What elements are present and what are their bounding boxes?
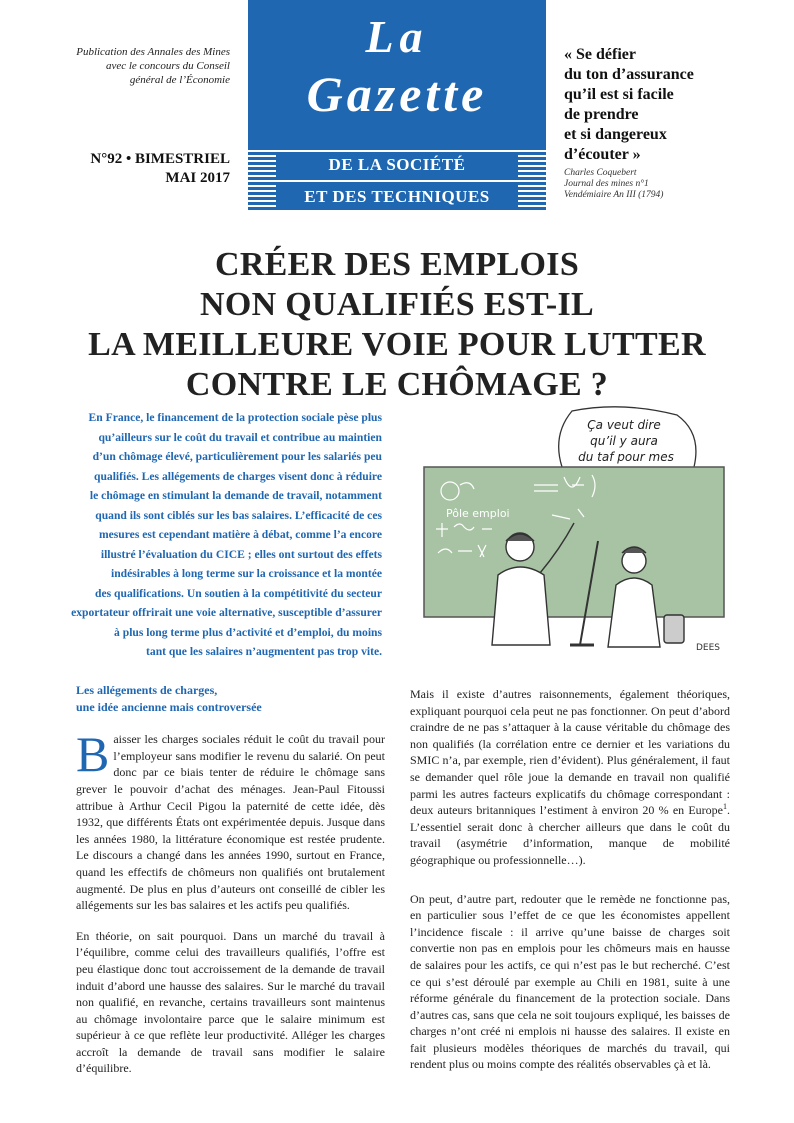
source-line: Vendémiaire An III (1794) <box>564 190 664 200</box>
drop-cap: B <box>76 726 110 783</box>
epigraph-quote <box>564 45 764 165</box>
quote-line: qu’il est si facile <box>564 86 674 103</box>
lead-line: exportateur offrirait une voie alternative, susceptible d’assurer <box>71 606 382 619</box>
quote-line: d’écouter » <box>564 146 641 163</box>
article-headline <box>40 245 754 405</box>
publication-line: avec le concours du Conseil <box>105 60 230 72</box>
masthead-gazette: Gazette <box>306 66 488 122</box>
quote-line: du ton d’assurance <box>564 66 694 83</box>
masthead-logo <box>248 0 546 147</box>
issue-number: N°92 • BIMESTRIEL <box>90 151 230 167</box>
footnote-ref[interactable]: 1 <box>723 802 727 812</box>
paragraph-text: aisser les charges sociales réduit le coût du travail pour l’employeur sans modifier le revenu du salarié. On peut donc par ce biais tenter de réduire le chômage sans grever le pouvoir d’achat des ménages. Jean-Paul Fitoussi attribue à Arthur Cecil Pigou la paternité de cette idée, dès 1932, que différents États ont expérimentée depuis. Jusque dans les années 1980, la littérature économique est restée prudente. Le discours a changé dans les années 1990, surtout en France, quand les effectifs de chômeurs non qualifiés ont brutalement augmenté. De plus en plus d’auteurs ont conseillé de cibler les allégements sur les bas salaires et les actifs peu qualifiés. <box>76 732 385 913</box>
headline-line: LA MEILLEURE VOIE POUR LUTTER <box>88 326 706 363</box>
lead-line: d’un chômage élevé, particulièrement pour les salariés peu <box>92 450 382 463</box>
article-column-left <box>76 682 385 1091</box>
quote-line: et si dangereux <box>564 126 667 143</box>
epigraph-source <box>564 168 764 201</box>
paragraph: En théorie, on sait pourquoi. Dans un marché du travail à l’équilibre, comme celui des travailleurs qualifiés, l’offre est peu élastique donc tout accroissement de la demande de travail induit d’abord une hausse des salaires. Sur le marché du travail non qualifié, en revanche, certains travailleurs sont maintenus au chômage involontaire parce que le salaire minimum est supérieur à ce que reflète leur productivité. Alléger les charges accroît la demande de travail sans modifier le salaire d’équilibre. <box>76 928 385 1076</box>
masthead-band-2: ET DES TECHNIQUES <box>276 185 518 209</box>
lead-line: illustré l’évaluation du CICE ; elles ont surtout des effets <box>100 547 382 561</box>
lead-line: qu’ailleurs sur le coût du travail et contribue au maintien <box>98 430 382 444</box>
lead-line: En France, le financement de la protection sociale pèse plus <box>88 411 382 424</box>
quote-line: « Se défier <box>564 46 636 63</box>
quote-line: de prendre <box>564 106 639 123</box>
headline-line: NON QUALIFIÉS EST-IL <box>200 286 594 323</box>
lead-line: mesures est cependant matière à débat, comme l’a encore <box>98 528 382 541</box>
publication-line: Publication des Annales des Mines <box>76 46 230 58</box>
cartoon-signature: DEES <box>695 643 720 653</box>
publication-line: général de l’Économie <box>129 74 230 86</box>
board-label: Pôle emploi <box>446 507 510 520</box>
issue-info <box>40 150 230 188</box>
subhead-line: Les allégements de charges, <box>76 683 218 697</box>
paragraph <box>410 686 730 869</box>
lead-line: à plus long terme plus d’activité et d’emploi, du moins <box>114 625 382 639</box>
lead-line: indésirables à long terme sur la croissance et la montée <box>110 567 382 580</box>
source-line: Charles Coquebert <box>564 168 637 178</box>
issue-date: MAI 2017 <box>165 170 230 186</box>
masthead-band-1: DE LA SOCIÉTÉ <box>276 153 518 177</box>
lead-line: qualifiés. Les allégements de charges visent donc à réduire <box>94 469 382 483</box>
paragraph <box>76 726 385 914</box>
lead-line: tant que les salaires n’augmentent pas trop vite. <box>146 645 382 658</box>
lead-line: le chômage en stimulant la demande de travail, notamment <box>89 489 382 502</box>
chalkboard <box>424 467 724 617</box>
paragraph: On peut, d’autre part, redouter que le remède ne fonctionne pas, en particulier sous l’effet de ce que les économistes appellent l’incidence fiscale : il arrive qu’une baisse de charges soit convertie non pas en emplois pour les chômeurs mais en hausse de salaires pour les actifs, ce qui n’est pas le but recherché. C’est ce qui s’est déroulé par exemple au Chili en 1981, suite à une réforme générale du financement de la protection sociale. Dans d’autres cas, sans que cela ne soit toujours expliqué, les baisses de charges n’ont créé ni emplois ni hausse des salaires. Il existe en fait plusieurs modèles théoriques de marchés du travail, qui rendent plus ou moins compte des réalités observables çà et là. <box>410 891 730 1072</box>
bubble-line: qu’il y aura <box>590 434 658 448</box>
lead-line: quand ils sont ciblés sur les bas salaires. L’efficacité de ces <box>95 508 382 522</box>
publication-note <box>40 45 230 87</box>
section-subhead <box>76 682 385 715</box>
subhead-line: une idée ancienne mais controversée <box>76 699 262 714</box>
paragraph-text: . L’essentiel serait donc à chercher ailleurs que dans le coût du travail (asymétrie d’information, manque de mobilité géographique ou professionnelle…). <box>410 803 730 867</box>
article-lead <box>70 408 382 662</box>
headline-line: CONTRE LE CHÔMAGE ? <box>185 366 609 403</box>
source-line: Journal des mines n°1 <box>564 179 649 189</box>
headline-line: CRÉER DES EMPLOIS <box>214 246 580 283</box>
bubble-line: Ça veut dire <box>587 418 661 432</box>
cartoon-illustration <box>402 405 754 655</box>
masthead-la: La <box>365 11 429 62</box>
bubble-line: du taf pour mes <box>578 450 674 464</box>
paragraph-text: Mais il existe d’autres raisonnements, également théoriques, expliquant pourquoi cela peut ne pas fonctionner. On peut d’abord craindre de ne pas s’attaquer à la cause véritable du chômage des non qualifiés (la corrélation entre ce dernier et les variations du SMIC n’a, par exemple, rien d’évident). Plus généralement, il faut se demander quel rôle joue la demande en travail non qualifié parmi les autres facteurs explicatifs du chômage correspondant : deux auteurs britanniques l’estiment à environ 20 % en Europe <box>410 687 730 818</box>
lead-line: des qualifications. Un soutien à la compétitivité du secteur <box>95 586 382 600</box>
article-column-right <box>410 686 730 1087</box>
